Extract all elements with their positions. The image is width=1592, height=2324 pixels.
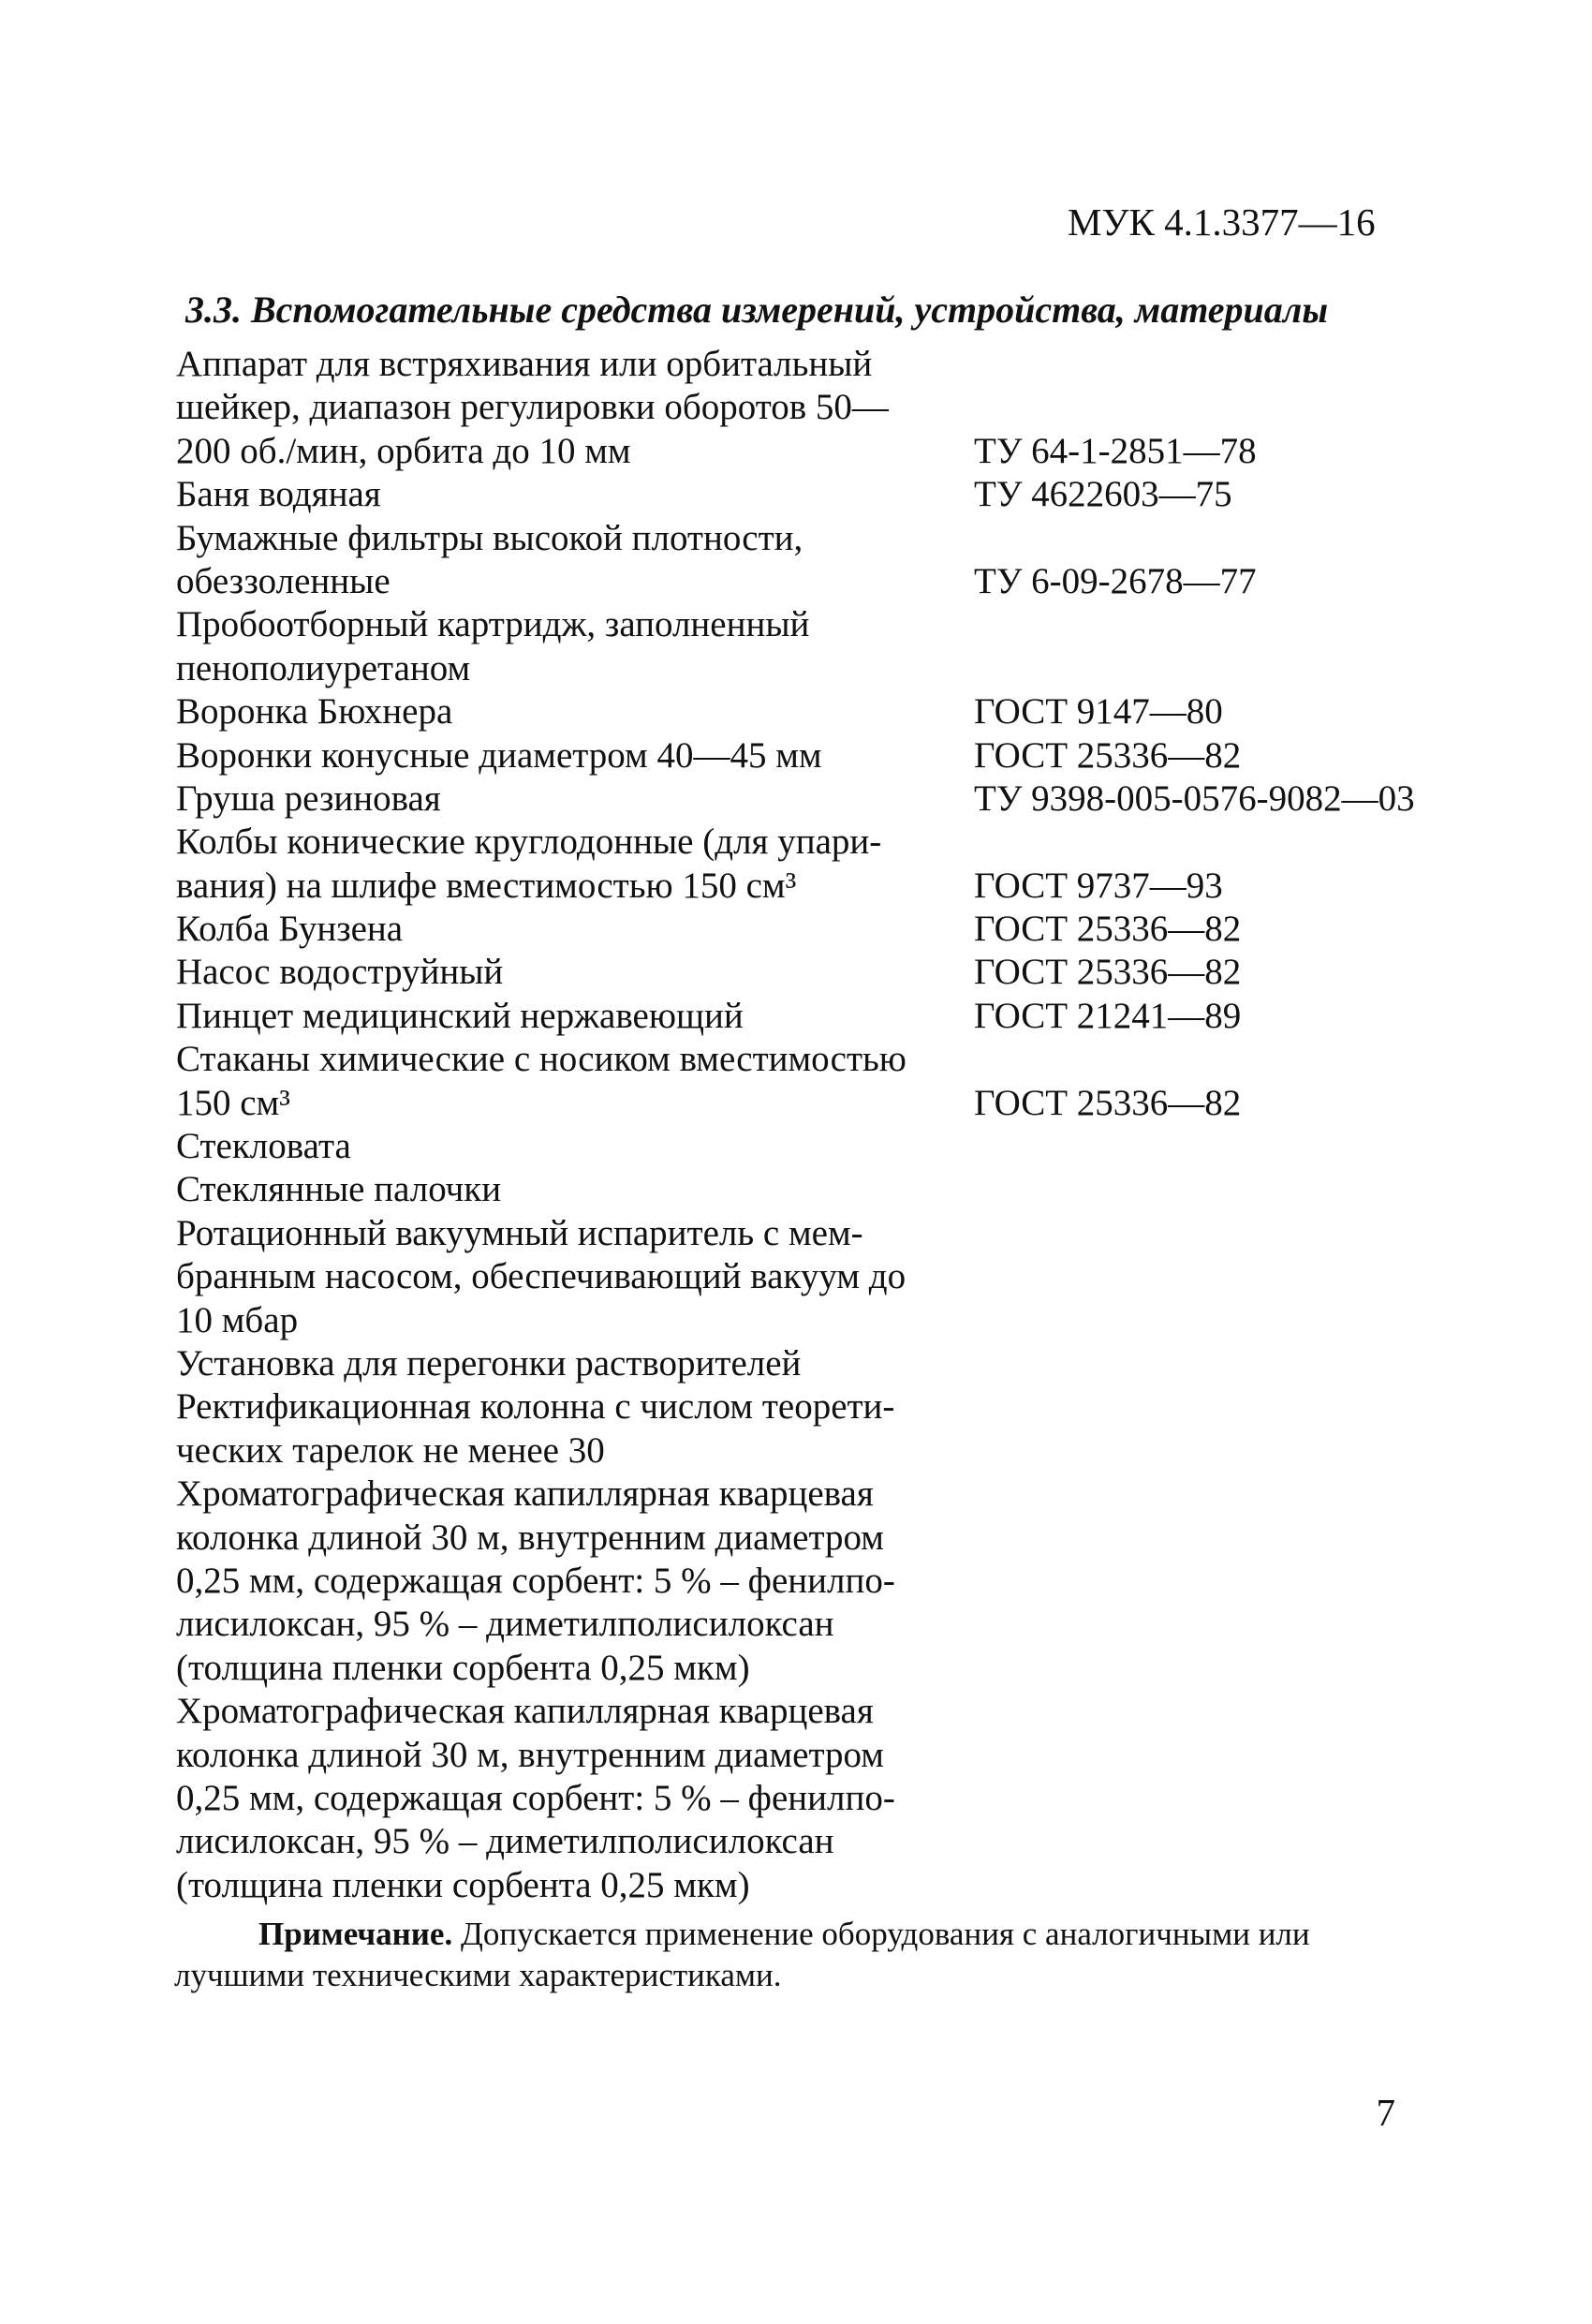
item-line — [176, 1864, 1487, 1907]
item-line — [176, 603, 1487, 646]
list-item — [176, 1385, 1487, 1473]
item-text: Баня водяная — [176, 474, 381, 515]
item-text: Стеклянные палочки — [176, 1169, 502, 1210]
item-line — [176, 1212, 1487, 1255]
item-line — [176, 951, 1487, 994]
item-standard-ref: ГОСТ 25336—82 — [974, 1082, 1242, 1123]
item-text: (толщина пленки сорбента 0,25 мкм) — [176, 1647, 750, 1688]
item-standard-ref: ГОСТ 21241—89 — [974, 995, 1242, 1036]
item-line — [176, 1820, 1487, 1863]
document-code: МУК 4.1.3377—16 — [1068, 200, 1376, 244]
item-text: пенополиуретаном — [176, 647, 471, 688]
page-number: 7 — [1376, 2091, 1395, 2134]
item-line — [176, 865, 1487, 908]
item-line — [176, 386, 1487, 429]
item-standard-ref: ГОСТ 9737—93 — [974, 865, 1223, 906]
item-text: Пробоотборный картридж, заполненный — [176, 604, 810, 645]
list-item — [176, 1342, 1487, 1385]
item-line — [176, 560, 1487, 603]
item-text: Стаканы химические с носиком вместимостью — [176, 1039, 907, 1080]
item-standard-ref: ТУ 4622603—75 — [974, 474, 1232, 515]
item-text: 10 мбар — [176, 1299, 299, 1340]
item-text: 150 см³ — [176, 1082, 290, 1123]
item-line — [176, 1255, 1487, 1298]
item-text: Ректификационная колонна с числом теорети- — [176, 1386, 895, 1428]
list-item — [176, 1212, 1487, 1342]
item-line — [176, 908, 1487, 951]
item-line — [176, 1038, 1487, 1081]
item-line — [176, 1517, 1487, 1560]
item-line — [176, 1082, 1487, 1125]
item-line — [176, 1603, 1487, 1646]
item-standard-ref: ТУ 9398-005-0576-9082—03 — [974, 777, 1415, 819]
item-text: бранным насосом, обеспечивающий вакуум до — [176, 1256, 907, 1297]
list-item — [176, 517, 1487, 604]
list-item — [176, 1125, 1487, 1168]
note-label: Примечание. — [258, 1916, 453, 1952]
list-item — [176, 1690, 1487, 1907]
item-text: лисилоксан, 95 % – диметилполисилоксан — [176, 1821, 834, 1862]
item-standard-ref: ТУ 6-09-2678—77 — [974, 560, 1257, 601]
item-line — [176, 821, 1487, 864]
item-text: Хроматографическая капиллярная кварцевая — [176, 1691, 874, 1732]
item-line — [176, 473, 1487, 516]
item-text: 200 об./мин, орбита до 10 мм — [176, 430, 631, 471]
item-text: шейкер, диапазон регулировки оборотов 50— — [176, 387, 889, 428]
item-text: Колбы конические круглодонные (для упари- — [176, 822, 882, 863]
item-text: колонка длиной 30 м, внутренним диаметром — [176, 1517, 884, 1558]
item-line — [176, 690, 1487, 733]
item-standard-ref: ТУ 64-1-2851—78 — [974, 430, 1257, 471]
item-line — [176, 1429, 1487, 1473]
list-item — [176, 1168, 1487, 1211]
item-text: Ротационный вакуумный испаритель с мем- — [176, 1212, 863, 1253]
item-text: вания) на шлифе вместимостью 150 см³ — [176, 865, 797, 906]
item-text: (толщина пленки сорбента 0,25 мкм) — [176, 1864, 750, 1905]
list-item — [176, 690, 1487, 733]
item-line — [176, 430, 1487, 473]
item-line — [176, 1385, 1487, 1428]
list-item — [176, 777, 1487, 821]
item-standard-ref: ГОСТ 25336—82 — [974, 734, 1242, 776]
item-line — [176, 1560, 1487, 1603]
item-line — [176, 1473, 1487, 1516]
item-text: лисилоксан, 95 % – диметилполисилоксан — [176, 1604, 834, 1645]
item-line — [176, 1734, 1487, 1777]
item-line — [176, 1299, 1487, 1342]
item-line — [176, 1125, 1487, 1168]
list-item — [176, 1038, 1487, 1125]
item-text: Пинцет медицинский нержавеющий — [176, 995, 744, 1036]
list-item — [176, 908, 1487, 951]
item-line — [176, 734, 1487, 777]
item-text: ческих тарелок не менее 30 — [176, 1429, 605, 1471]
item-standard-ref: ГОСТ 25336—82 — [974, 909, 1242, 950]
item-text: 0,25 мм, содержащая сорбент: 5 % – фенилпо- — [176, 1777, 895, 1818]
item-text: Воронка Бюхнера — [176, 691, 453, 733]
item-line — [176, 995, 1487, 1038]
item-line — [176, 1342, 1487, 1385]
item-line — [176, 1777, 1487, 1820]
item-line — [176, 343, 1487, 386]
item-line — [176, 1647, 1487, 1690]
note-text: Допускается применение оборудования с аналогичными или лучшими техническими характеристиками. — [174, 1916, 1310, 1993]
item-text: Насос водоструйный — [176, 952, 504, 993]
item-text: Хроматографическая капиллярная кварцевая — [176, 1473, 874, 1515]
item-line — [176, 1690, 1487, 1733]
item-text: Бумажные фильтры высокой плотности, — [176, 517, 803, 558]
item-standard-ref: ГОСТ 25336—82 — [974, 952, 1242, 993]
item-text: Воронки конусные диаметром 40—45 мм — [176, 734, 822, 776]
item-text: Колба Бунзена — [176, 909, 404, 950]
item-text: колонка длиной 30 м, внутренним диаметром — [176, 1734, 884, 1775]
equipment-list — [176, 343, 1487, 1907]
item-line — [176, 1168, 1487, 1211]
list-item — [176, 951, 1487, 994]
item-text: обеззоленные — [176, 560, 391, 601]
item-line — [176, 517, 1487, 560]
item-text: Установка для перегонки растворителей — [176, 1342, 802, 1384]
list-item — [176, 473, 1487, 516]
item-text: Аппарат для встряхивания или орбитальный — [176, 344, 873, 384]
item-standard-ref: ГОСТ 9147—80 — [974, 691, 1223, 733]
list-item — [176, 1473, 1487, 1690]
list-item — [176, 343, 1487, 473]
list-item — [176, 603, 1487, 690]
item-line — [176, 647, 1487, 690]
note — [174, 1914, 1410, 1996]
item-text: Стекловата — [176, 1126, 351, 1167]
section-title: 3.3. Вспомогательные средства измерений, устройства, материалы — [185, 289, 1329, 331]
item-text: Груша резиновая — [176, 777, 441, 819]
list-item — [176, 734, 1487, 777]
list-item — [176, 821, 1487, 908]
item-text: 0,25 мм, содержащая сорбент: 5 % – фенилпо- — [176, 1560, 895, 1601]
list-item — [176, 995, 1487, 1038]
